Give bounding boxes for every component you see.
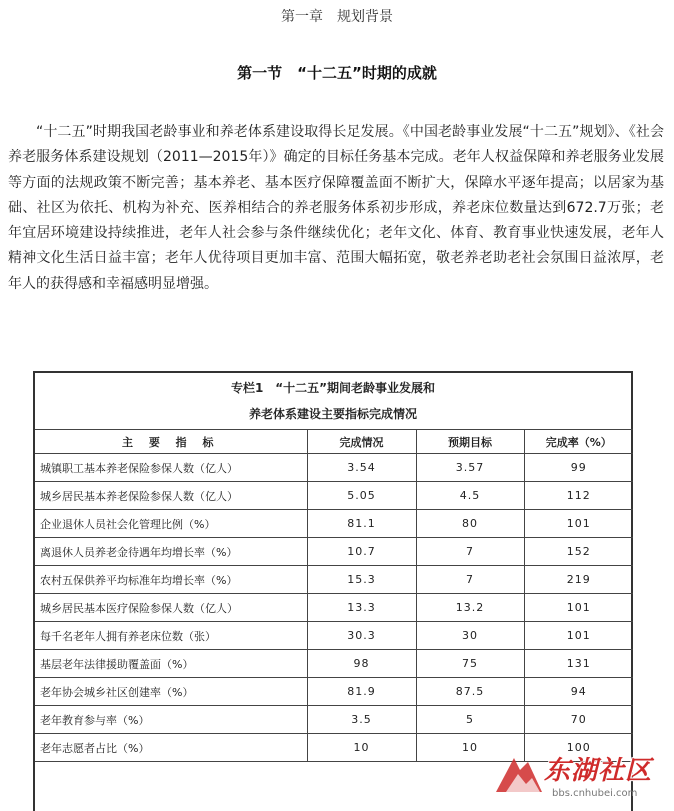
table-caption-line-2: 养老体系建设主要指标完成情况 [248,407,417,421]
completion-rate: 131 [524,650,633,678]
completion-rate: 112 [524,482,633,510]
indicator-name: 城镇职工基本养老保险参保人数（亿人） [35,454,307,482]
table-row [35,454,633,482]
chapter-title: 第一章 规划背景 [281,9,393,25]
actual-value: 5.05 [307,482,416,510]
indicator-name: 城乡居民基本养老保险参保人数（亿人） [35,482,307,510]
indicator-name: 企业退休人员社会化管理比例（%） [35,510,307,538]
table-caption [35,373,631,429]
actual-value: 10.7 [307,538,416,566]
actual-value: 13.3 [307,594,416,622]
target-value: 7 [416,566,524,594]
indicator-name: 农村五保供养平均标准年均增长率（%） [35,566,307,594]
table-row [35,566,633,594]
actual-value: 98 [307,650,416,678]
table-row [35,650,633,678]
actual-value: 30.3 [307,622,416,650]
actual-value: 10 [307,734,416,762]
indicator-name: 每千名老年人拥有养老床位数（张） [35,622,307,650]
table-row [35,678,633,706]
section-title: 第一节 “十二五”时期的成就 [237,64,437,82]
indicator-name: 基层老年法律援助覆盖面（%） [35,650,307,678]
table-row [35,734,633,762]
target-value: 7 [416,538,524,566]
completion-rate: 219 [524,566,633,594]
completion-rate: 99 [524,454,633,482]
table-caption-line-1: 专栏1 “十二五”期间老龄事业发展和 [230,381,436,395]
actual-value: 3.54 [307,454,416,482]
indicator-table [35,429,633,762]
table-row [35,594,633,622]
body-paragraph: “十二五”时期我国老龄事业和养老体系建设取得长足发展。《中国老龄事业发展“十二五”规划》、《社会养老服务体系建设规划（2011—2015年）》确定的目标任务基本完成。老年人权益保障和养老服务业发展等方面的法规政策不断完善；基本养老、基本医疗保障覆盖面不断扩大，保障水平逐年提高；以居家为基础、社区为依托、机构为补充、医养相结合的养老服务体系初步形成，养老床位数量达到672.7万张；老年宜居环境建设持续推进，老年人社会参与条件继续优化；老年文化、体育、教育事业快速发展，老年人精神文化生活日益丰富；老年人优待项目更加丰富、范围大幅拓宽，敬老养老助老社会氛围日益浓厚，老年人的获得感和幸福感明显增强。 [8,124,664,292]
target-value: 75 [416,650,524,678]
completion-rate: 152 [524,538,633,566]
table-header-row [35,430,633,454]
completion-rate: 94 [524,678,633,706]
indicator-name: 老年教育参与率（%） [35,706,307,734]
completion-rate: 101 [524,594,633,622]
indicator-name: 老年协会城乡社区创建率（%） [35,678,307,706]
header-rate: 完成率（%） [524,430,633,454]
completion-rate: 101 [524,510,633,538]
table-row [35,510,633,538]
header-indicator: 主 要 指 标 [35,430,307,454]
completion-rate: 101 [524,622,633,650]
target-value: 87.5 [416,678,524,706]
target-value: 30 [416,622,524,650]
actual-value: 81.1 [307,510,416,538]
completion-rate: 70 [524,706,633,734]
watermark-url: bbs.cnhubei.com [552,788,638,799]
target-value: 4.5 [416,482,524,510]
header-actual: 完成情况 [307,430,416,454]
table-row [35,622,633,650]
completion-rate: 100 [524,734,633,762]
indicator-name: 城乡居民基本医疗保险参保人数（亿人） [35,594,307,622]
indicator-name: 老年志愿者占比（%） [35,734,307,762]
target-value: 10 [416,734,524,762]
target-value: 13.2 [416,594,524,622]
indicator-table-box [33,371,633,811]
header-target: 预期目标 [416,430,524,454]
watermark-text: 东湖社区 [544,756,653,786]
target-value: 80 [416,510,524,538]
actual-value: 3.5 [307,706,416,734]
table-row [35,482,633,510]
table-row [35,538,633,566]
target-value: 3.57 [416,454,524,482]
target-value: 5 [416,706,524,734]
actual-value: 81.9 [307,678,416,706]
actual-value: 15.3 [307,566,416,594]
table-row [35,706,633,734]
indicator-name: 离退休人员养老金待遇年均增长率（%） [35,538,307,566]
